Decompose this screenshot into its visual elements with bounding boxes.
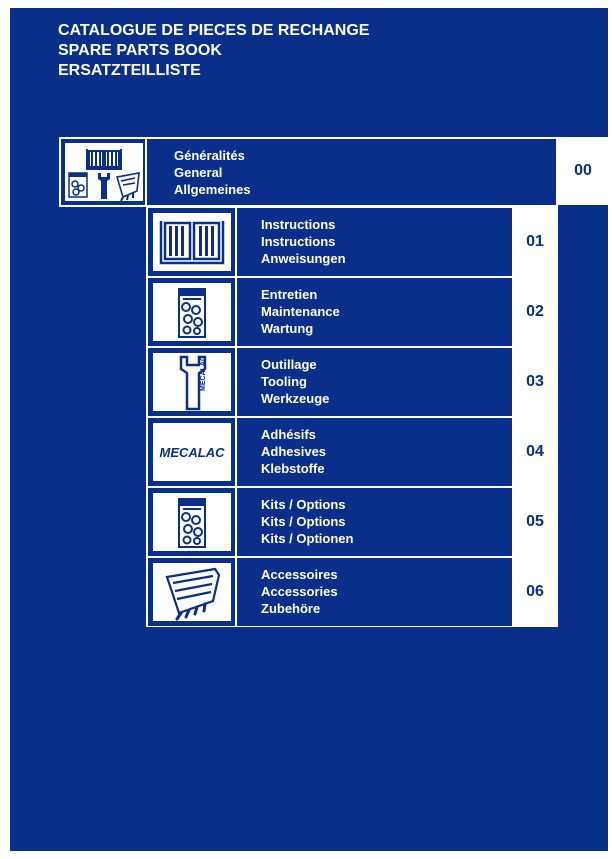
label-en: Kits / Options (261, 514, 346, 529)
book-icon (153, 213, 231, 271)
label-en: Tooling (261, 374, 307, 389)
section-code-03[interactable]: 03 (512, 348, 558, 416)
row-divider (235, 278, 237, 346)
section-row-tooling[interactable] (146, 347, 558, 417)
label-de: Kits / Optionen (261, 531, 354, 546)
label-de: Klebstoffe (261, 461, 325, 476)
instructions-labels (261, 216, 346, 267)
general-composite-icon (65, 143, 143, 201)
general-label-de: Allgemeines (174, 182, 251, 197)
general-divider (145, 139, 147, 205)
maintenance-labels (261, 286, 340, 337)
label-en: Instructions (261, 234, 336, 249)
section-code-04[interactable]: 04 (512, 418, 558, 486)
label-de: Anweisungen (261, 251, 346, 266)
section-row-accessories[interactable] (146, 557, 558, 627)
maintenance-icon-box (151, 281, 233, 343)
page-title (58, 21, 369, 81)
row-divider (235, 208, 237, 276)
title-de: ERSATZTEILLISTE (58, 62, 201, 79)
wrench-icon (153, 353, 231, 411)
section-row-maintenance[interactable] (146, 277, 558, 347)
row-divider (235, 418, 237, 486)
row-divider (235, 488, 237, 556)
section-row-kits-options[interactable] (146, 487, 558, 557)
section-row-general[interactable] (59, 137, 558, 207)
mecalac-logo-icon (153, 423, 231, 481)
label-fr: Outillage (261, 357, 317, 372)
label-fr: Instructions (261, 217, 336, 232)
row-divider (235, 558, 237, 626)
tooling-icon-box (151, 351, 233, 413)
kits-labels (261, 496, 353, 547)
label-fr: Adhésifs (261, 427, 316, 442)
svg-text:MECALAC: MECALAC (200, 356, 207, 391)
adhesives-labels (261, 426, 326, 477)
instructions-icon-box (151, 211, 233, 273)
section-list (146, 207, 558, 627)
section-code-05[interactable]: 05 (512, 488, 558, 556)
parts-bag-icon (153, 493, 231, 551)
title-fr: CATALOGUE DE PIECES DE RECHANGE (58, 22, 370, 39)
general-labels (174, 147, 251, 198)
row-divider (235, 348, 237, 416)
section-code-00[interactable]: 00 (558, 137, 608, 205)
parts-bag-icon (153, 283, 231, 341)
accessories-labels (261, 566, 338, 617)
title-en: SPARE PARTS BOOK (58, 42, 222, 59)
label-fr: Kits / Options (261, 497, 346, 512)
section-code-06[interactable]: 06 (512, 558, 558, 626)
bucket-icon (153, 563, 231, 621)
section-row-adhesives[interactable] (146, 417, 558, 487)
catalogue-page (10, 8, 608, 851)
label-en: Maintenance (261, 304, 340, 319)
section-code-01[interactable]: 01 (512, 208, 558, 276)
label-fr: Accessoires (261, 567, 338, 582)
accessories-icon-box (151, 561, 233, 623)
section-code-02[interactable]: 02 (512, 278, 558, 346)
general-icon-box (63, 141, 145, 203)
label-en: Adhesives (261, 444, 327, 459)
label-fr: Entretien (261, 287, 318, 302)
adhesives-icon-box (151, 421, 233, 483)
kits-icon-box (151, 491, 233, 553)
label-de: Wartung (261, 321, 314, 336)
section-row-instructions[interactable] (146, 207, 558, 277)
label-de: Werkzeuge (261, 391, 330, 406)
general-label-fr: Généralités (174, 148, 245, 163)
svg-text:MECALAC: MECALAC (159, 445, 225, 460)
tooling-labels (261, 356, 329, 407)
general-label-en: General (174, 165, 223, 180)
label-de: Zubehöre (261, 601, 321, 616)
label-en: Accessories (261, 584, 338, 599)
